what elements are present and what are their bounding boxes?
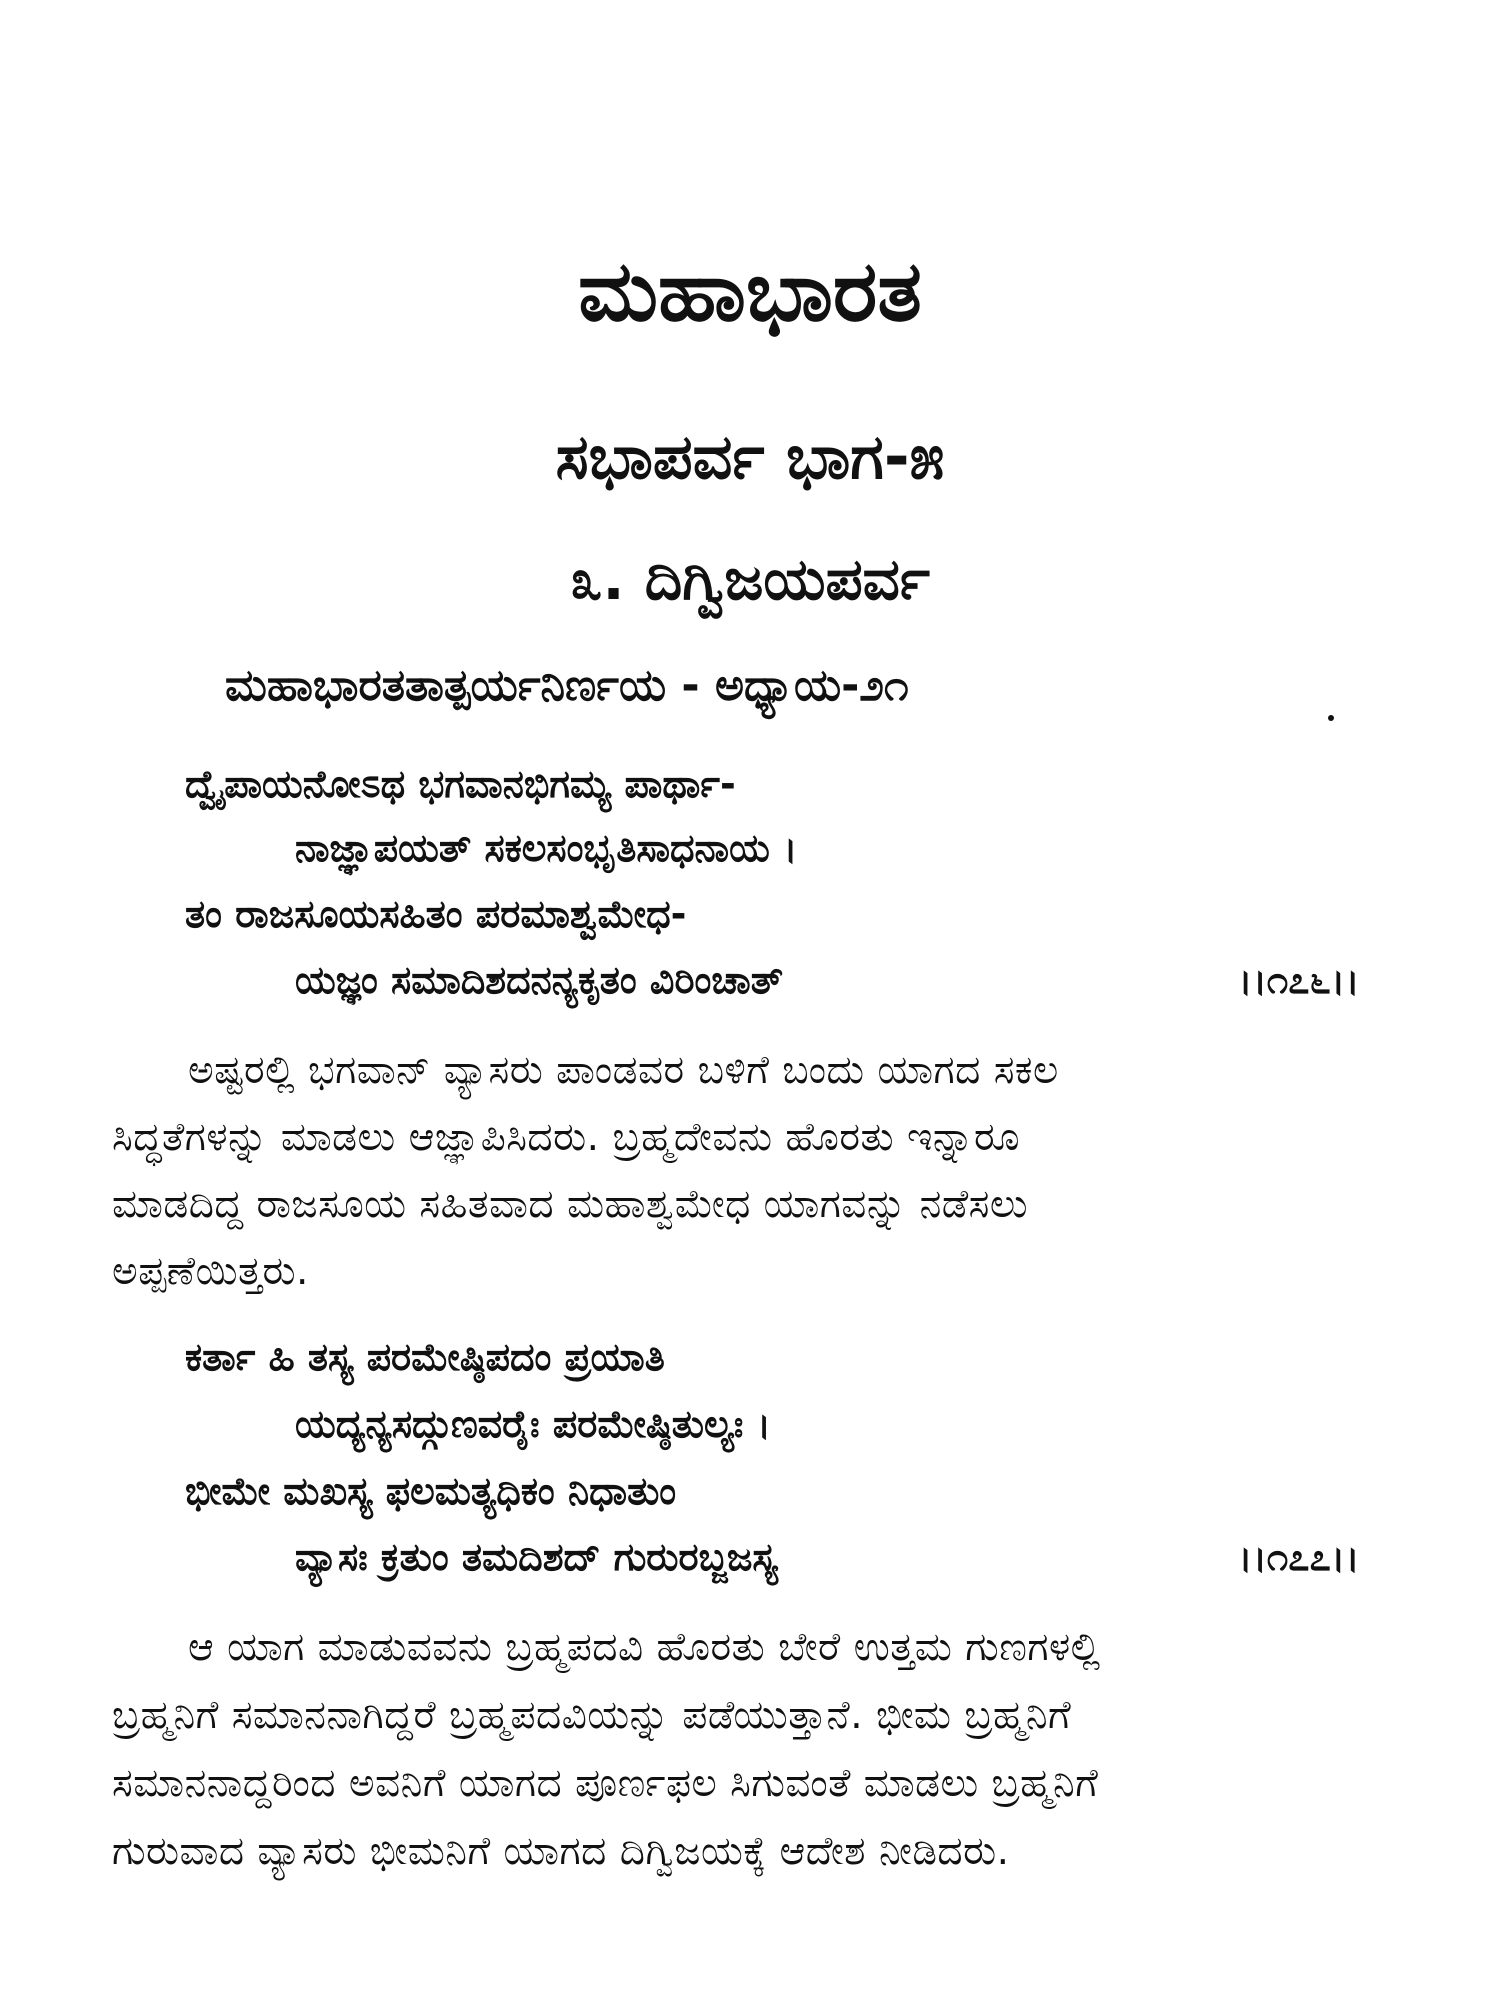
para-1-line-4: ಅಪ್ಪಣೆಯಿತ್ತರು. <box>112 1249 309 1294</box>
para-2-line-1: ಆ ಯಾಗ ಮಾಡುವವನು ಬ್ರಹ್ಮಪದವಿ ಹೊರತು ಬೇರೆ ಉತ್ತಮ ಗುಣಗಳಲ್ಲಿ <box>188 1625 1101 1670</box>
para-2-line-2: ಬ್ರಹ್ಮನಿಗೆ ಸಮಾನನಾಗಿದ್ದರೆ ಬ್ರಹ್ಮಪದವಿಯನ್ನು ಪಡೆಯುತ್ತಾನೆ. ಭೀಮ ಬ್ರಹ್ಮನಿಗೆ <box>112 1693 1072 1738</box>
para-2-line-3: ಸಮಾನನಾದ್ದರಿಂದ ಅವನಿಗೆ ಯಾಗದ ಪೂರ್ಣಫಲ ಸಿಗುವಂತೆ ಮಾಡಲು ಬ್ರಹ್ಮನಿಗೆ <box>112 1761 1099 1806</box>
verse-2-line-1: ಕರ್ತಾ ಹಿ ತಸ್ಯ ಪರಮೇಷ್ಠಿಪದಂ ಪ್ರಯಾತಿ <box>185 1335 665 1379</box>
verse-2-line-4: ವ್ಯಾಸಃ ಕ್ರತುಂ ತಮದಿಶದ್ ಗುರುರಬ್ಜಜಸ್ಯ <box>295 1535 778 1579</box>
verse-2-line-3: ಭೀಮೇ ಮಖಸ್ಯ ಫಲಮತ್ಯಧಿಕಂ ನಿಧಾತುಂ <box>185 1469 677 1513</box>
parva-subtitle: ಸಭಾಪರ್ವ ಭಾಗ-೫ <box>555 420 945 493</box>
para-1-line-1: ಅಷ್ಟರಲ್ಲಿ ಭಗವಾನ್ ವ್ಯಾಸರು ಪಾಂಡವರ ಬಳಿಗೆ ಬಂದು ಯಾಗದ ಸಕಲ <box>188 1048 1059 1093</box>
section-heading: ೩. ದಿಗ್ವಿಜಯಪರ್ವ <box>570 545 930 613</box>
page-title: ಮಹಾಭಾರತ <box>578 242 922 340</box>
para-1-line-3: ಮಾಡದಿದ್ದ ರಾಜಸೂಯ ಸಹಿತವಾದ ಮಹಾಶ್ವಮೇಧ ಯಾಗವನ್ನು ನಡೆಸಲು <box>112 1182 1029 1227</box>
verse-1-line-1: ದ್ವೈಪಾಯನೋಽಥ ಭಗವಾನಭಿಗಮ್ಯ ಪಾರ್ಥಾ- <box>185 762 736 806</box>
stray-dot <box>1328 715 1334 721</box>
verse-2-line-2: ಯದ್ಯನ್ಯಸದ್ಗುಣವರೈಃ ಪರಮೇಷ್ಠಿತುಲ್ಯಃ । <box>295 1402 772 1446</box>
verse-1-line-4: ಯಜ್ಞಂ ಸಮಾದಿಶದನನ್ಯಕೃತಂ ವಿರಿಂಚಾತ್ <box>295 958 784 1002</box>
verse-1-line-3: ತಂ ರಾಜಸೂಯಸಹಿತಂ ಪರಮಾಶ್ವಮೇಧ- <box>185 892 687 936</box>
verse-1-number: ।।೧೭೬।। <box>1238 958 1360 1002</box>
chapter-heading: ಮಹಾಭಾರತತಾತ್ಪರ್ಯನಿರ್ಣಯ - ಅಧ್ಯಾಯ-೨೧ <box>225 660 909 711</box>
para-2-line-4: ಗುರುವಾದ ವ್ಯಾಸರು ಭೀಮನಿಗೆ ಯಾಗದ ದಿಗ್ವಿಜಯಕ್ಕೆ ಆದೇಶ ನೀಡಿದರು. <box>112 1829 1010 1874</box>
para-1-line-2: ಸಿದ್ಧತೆಗಳನ್ನು ಮಾಡಲು ಆಜ್ಞಾಪಿಸಿದರು. ಬ್ರಹ್ಮದೇವನು ಹೊರತು ಇನ್ನಾರೂ <box>112 1115 1021 1160</box>
verse-2-number: ।।೧೭೭।। <box>1238 1535 1360 1579</box>
verse-1-line-2: ನಾಜ್ಞಾಪಯತ್ ಸಕಲಸಂಭೃತಿಸಾಧನಾಯ । <box>295 826 798 870</box>
